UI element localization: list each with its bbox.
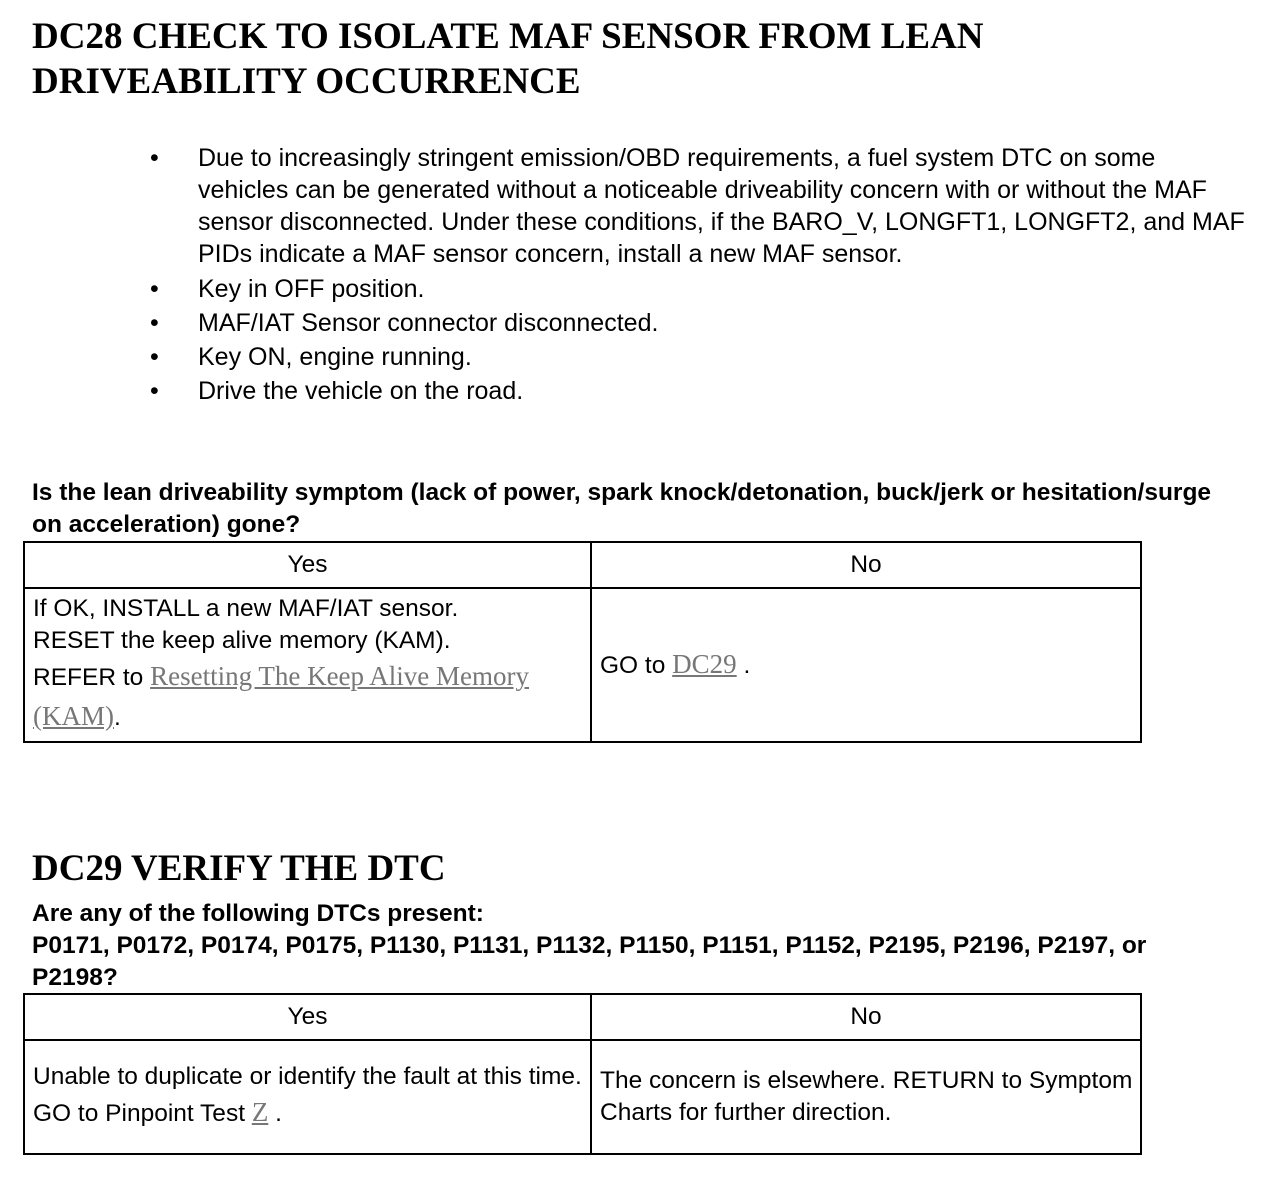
goto-prefix: GO to	[600, 652, 673, 679]
no-cell: The concern is elsewhere. RETURN to Symptom Charts for further direction.	[591, 1040, 1141, 1154]
list-item-text: Key in OFF position.	[198, 275, 425, 303]
question-line: Are any of the following DTCs present:	[32, 900, 484, 927]
yes-cell	[24, 1040, 591, 1154]
yes-line: RESET the keep alive memory (KAM).	[33, 627, 451, 654]
list-item	[146, 142, 1246, 270]
yes-header: Yes	[24, 542, 591, 588]
no-cell	[591, 588, 1141, 742]
question-dc28: Is the lean driveability symptom (lack of power, spark knock/detonation, buck/jerk or hesitation/surge on acceleration) gone?	[32, 479, 1212, 538]
yes-cell	[24, 588, 591, 742]
yes-line: Unable to duplicate or identify the fault at this time.	[33, 1063, 582, 1090]
bullet-icon: •	[150, 343, 159, 371]
goto-suffix: .	[268, 1100, 282, 1127]
section-title-dc29: DC29 VERIFY THE DTC	[32, 848, 446, 889]
section-title-dc28: DC28 CHECK TO ISOLATE MAF SENSOR FROM LEAN DRIVEABILITY OCCURRENCE	[32, 16, 984, 102]
kam-reset-link[interactable]: Resetting The Keep Alive Memory (KAM)	[33, 661, 530, 731]
bullet-icon: •	[150, 377, 159, 405]
yes-refer	[33, 657, 590, 737]
decision-table-dc28	[23, 541, 1142, 743]
goto-suffix: .	[736, 652, 751, 679]
goto-prefix: GO to Pinpoint Test	[33, 1100, 252, 1127]
list-item	[146, 340, 1246, 374]
bullet-icon: •	[150, 275, 159, 303]
yes-header: Yes	[24, 994, 591, 1040]
yes-line: If OK, INSTALL a new MAF/IAT sensor.	[33, 595, 459, 622]
refer-prefix: REFER to	[33, 664, 151, 691]
dc29-link[interactable]: DC29	[672, 649, 737, 679]
question-dc29	[32, 898, 1232, 994]
bullet-icon: •	[150, 309, 159, 337]
list-item	[146, 374, 1246, 408]
no-header: No	[591, 542, 1141, 588]
yes-goto	[33, 1093, 590, 1133]
pinpoint-test-z-link[interactable]: Z	[251, 1097, 269, 1127]
list-item-text: Due to increasingly stringent emission/OBD requirements, a fuel system DTC on some vehicles can be generated without a noticeable driveability concern with or without the MAF sensor disconnected. Under these conditions, if the BARO_V, LONGFT1, LONGFT2, and MAF PIDs indicate a MAF sensor concern, install a new MAF sensor.	[198, 144, 1245, 268]
instruction-list	[146, 142, 1246, 408]
list-item	[146, 306, 1246, 340]
bullet-icon: •	[150, 144, 159, 172]
list-item-text: Key ON, engine running.	[198, 343, 472, 371]
list-item-text: MAF/IAT Sensor connector disconnected.	[198, 309, 659, 337]
no-header: No	[591, 994, 1141, 1040]
list-item-text: Drive the vehicle on the road.	[198, 377, 524, 405]
decision-table-dc29	[23, 993, 1142, 1155]
dtc-list: P0171, P0172, P0174, P0175, P1130, P1131, P1132, P1150, P1151, P1152, P2195, P2196, P2197, or P2198?	[32, 932, 1147, 991]
list-item	[146, 272, 1246, 306]
refer-suffix: .	[114, 704, 121, 731]
